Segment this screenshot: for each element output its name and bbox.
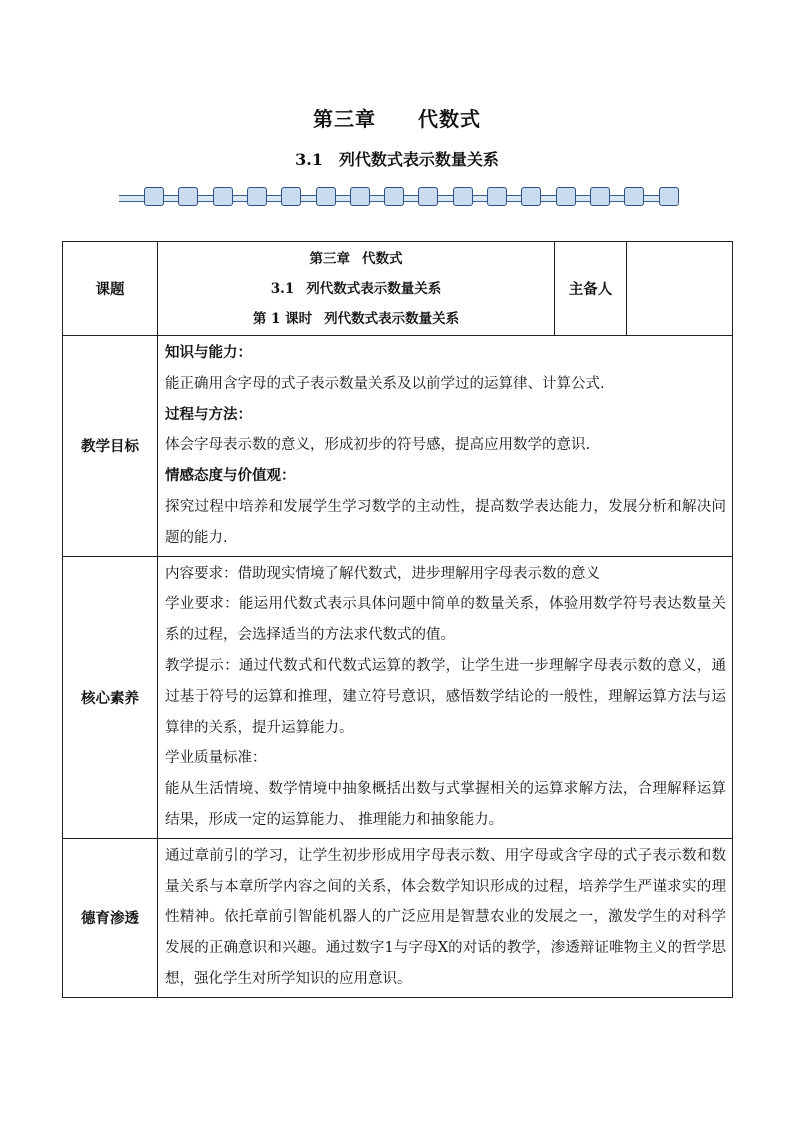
topic-chapter: 第三章 <box>309 250 350 267</box>
lesson-plan-table <box>62 241 733 998</box>
quality-heading: 学业质量标准： <box>165 750 267 767</box>
divider-bead <box>144 187 164 206</box>
divider-bead <box>178 187 198 206</box>
literacy-row <box>63 556 733 838</box>
process-text: 体会字母表示数的意义，形成初步的符号感，提高应用数学的意识. <box>165 437 591 454</box>
divider-bead <box>624 187 644 206</box>
teaching-tip: 教学提示：通过代数式和代数式运算的教学，让学生进一步理解字母表示数的意义，通过基于符号的运算和推理，建立符号意识，感悟数学结论的一般性，理解运算方法与运算律的关系，提升运算能力。 <box>165 657 726 736</box>
moral-text <box>165 841 726 995</box>
moral-letter: X <box>437 940 449 957</box>
topic-section-num: 3.1 <box>270 280 295 297</box>
chapter-title <box>0 103 794 132</box>
goals-content <box>158 336 733 557</box>
divider-bead <box>521 187 541 206</box>
lesson-prefix: 第 <box>252 310 267 327</box>
section-number: 3.1 <box>295 150 323 169</box>
moral-text-b: 与字母 <box>393 940 438 957</box>
divider-bead <box>659 187 679 206</box>
content-requirement: 内容要求：借助现实情境了解代数式，进步理解用字母表示数的意义 <box>165 565 600 582</box>
divider-bead <box>384 187 404 206</box>
topic-row <box>63 242 733 336</box>
emotion-text: 探究过程中培养和发展学生学习数学的主动性，提高数学表达能力，发展分析和解决问题的能力. <box>165 498 726 546</box>
topic-line-lesson <box>158 304 554 334</box>
moral-label: 德育渗透 <box>63 838 158 997</box>
divider-bead <box>213 187 233 206</box>
goals-row <box>63 336 733 557</box>
divider-bead <box>316 187 336 206</box>
decorative-bead-divider <box>119 186 675 210</box>
divider-bead <box>487 187 507 206</box>
divider-bead <box>247 187 267 206</box>
topic-content <box>158 242 555 336</box>
quality-text: 能从生活情境、数学情境中抽象概括出数与式掌握相关的运算求解方法，合理解释运算结果，形成一定的运算能力、 推理能力和抽象能力。 <box>165 781 726 828</box>
moral-number: 1 <box>384 940 394 957</box>
lesson-number: 1 <box>271 310 281 327</box>
moral-content <box>158 838 733 997</box>
topic-line-chapter <box>158 244 554 274</box>
emotion-heading: 情感态度与价值观： <box>165 468 296 485</box>
literacy-content <box>158 556 733 838</box>
topic-chapter-name: 代数式 <box>362 250 403 267</box>
section-title <box>0 147 794 170</box>
topic-section-title: 列代数式表示数量关系 <box>306 280 442 297</box>
moral-text-c: 的对话的教学，渗透辩证唯物主义的哲学思想，强化学生对所学知识的应用意识。 <box>165 940 727 987</box>
goals-label: 教学目标 <box>63 336 158 557</box>
literacy-label: 核心素养 <box>63 556 158 838</box>
topic-label: 课题 <box>63 242 158 336</box>
process-heading: 过程与方法： <box>165 406 252 423</box>
preparer-label: 主备人 <box>555 242 627 336</box>
lesson-suffix: 课时 <box>285 310 313 327</box>
divider-bead <box>556 187 576 206</box>
topic-line-section <box>158 274 554 304</box>
moral-text-a: 通过章前引的学习，让学生初步形成用字母表示数、用字母或含字母的式子表示数和数量关系与本章所学内容之间的关系，体会数学知识形成的过程，培养学生严谨求实的理性精神。依托章前引智能机器人的广泛应用是智慧农业的发展之一，激发学生的对科学发展的正确意识和兴趣。通过数字 <box>165 847 726 957</box>
divider-bead <box>590 187 610 206</box>
divider-bead <box>418 187 438 206</box>
academic-requirement: 学业要求：能运用代数式表示具体问题中简单的数量关系，体验用数学符号表达数量关系的过程，会选择适当的方法求代数式的值。 <box>165 596 726 644</box>
divider-bead <box>350 187 370 206</box>
divider-bead <box>453 187 473 206</box>
knowledge-text: 能正确用含字母的式子表示数量关系及以前学过的运算律、计算公式. <box>165 375 605 392</box>
preparer-value <box>627 242 733 336</box>
chapter-name: 代数式 <box>418 107 481 131</box>
chapter-number: 第三章 <box>313 107 376 131</box>
lesson-title: 列代数式表示数量关系 <box>324 310 460 327</box>
section-name: 列代数式表示数量关系 <box>338 150 499 169</box>
divider-bead <box>281 187 301 206</box>
knowledge-heading: 知识与能力： <box>165 345 252 361</box>
moral-row <box>63 838 733 997</box>
